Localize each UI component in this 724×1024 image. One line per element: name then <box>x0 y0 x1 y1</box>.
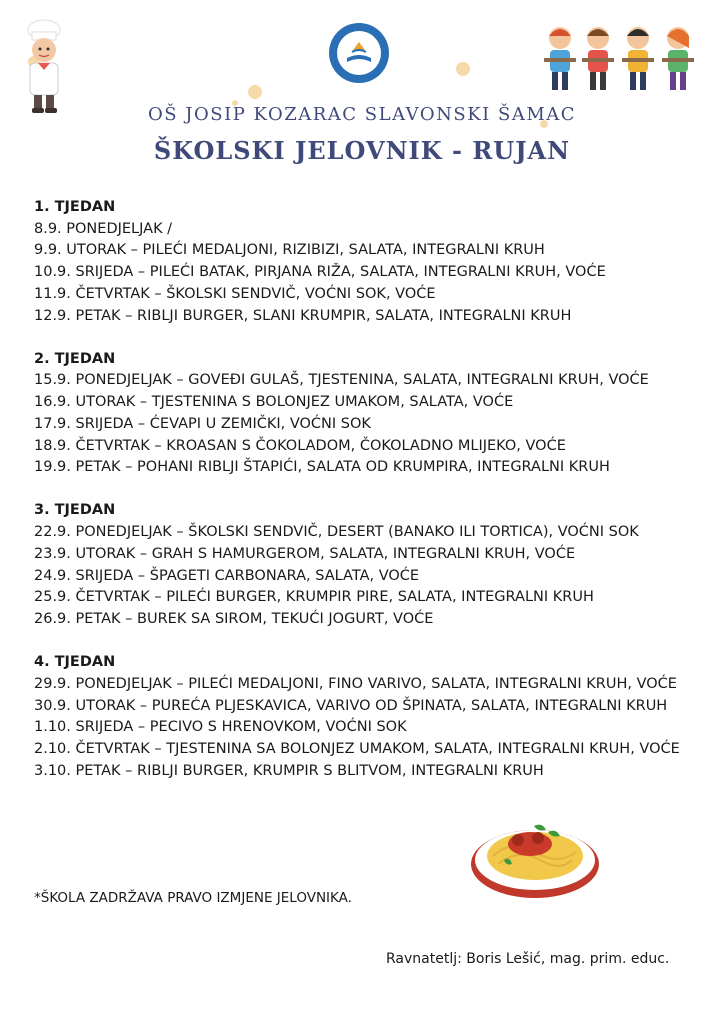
day-menu-item: 9.9. UTORAK – PILEĆI MEDALJONI, RIZIBIZI, SALATA, INTEGRALNI KRUH <box>34 242 545 259</box>
day-menu-item: 17.9. SRIJEDA – ĆEVAPI U ZEMIČKI, VOĆNI SOK <box>34 415 371 432</box>
decor-dot <box>248 85 262 99</box>
day-menu-item: 30.9. UTORAK – PUREĆA PLJESKAVICA, VARIVO OD ŠPINATA, SALATA, INTEGRALNI KRUH <box>34 697 668 714</box>
week-section <box>34 652 704 782</box>
chef-illustration-icon <box>18 18 70 116</box>
day-menu-item: 18.9. ČETVRTAK – KROASAN S ČOKOLADOM, ČOKOLADNO MLIJEKO, VOĆE <box>34 437 566 454</box>
week-section <box>34 349 704 479</box>
week-section <box>34 197 704 327</box>
day-menu-item: 11.9. ČETVRTAK – ŠKOLSKI SENDVIČ, VOĆNI SOK, VOĆE <box>34 285 436 302</box>
decor-dot <box>456 62 470 76</box>
week-heading: 4. TJEDAN <box>34 654 116 671</box>
day-menu-item: 16.9. UTORAK – TJESTENINA S BOLONJEZ UMAKOM, SALATA, VOĆE <box>34 394 514 411</box>
day-menu-item: 2.10. ČETVRTAK – TJESTENINA SA BOLONJEZ UMAKOM, SALATA, INTEGRALNI KRUH, VOĆE <box>34 740 680 757</box>
day-menu-item: 29.9. PONEDJELJAK – PILEĆI MEDALJONI, FINO VARIVO, SALATA, INTEGRALNI KRUH, VOĆE <box>34 675 677 692</box>
spaghetti-plate-illustration-icon <box>468 808 602 902</box>
day-menu-item: 8.9. PONEDJELJAK / <box>34 220 173 237</box>
day-menu-item: 22.9. PONEDJELJAK – ŠKOLSKI SENDVIČ, DESERT (BANAKO ILI TORTICA), VOĆNI SOK <box>34 524 639 541</box>
week-heading: 2. TJEDAN <box>34 350 116 367</box>
day-menu-item: 1.10. SRIJEDA – PECIVO S HRENOVKOM, VOĆNI SOK <box>34 719 407 736</box>
day-menu-item: 15.9. PONEDJELJAK – GOVEĐI GULAŠ, TJESTENINA, SALATA, INTEGRALNI KRUH, VOĆE <box>34 372 649 389</box>
day-menu-item: 10.9. SRIJEDA – PILEĆI BATAK, PIRJANA RIŽA, SALATA, INTEGRALNI KRUH, VOĆE <box>34 264 606 281</box>
week-section <box>34 500 704 630</box>
day-menu-item: 19.9. PETAK – POHANI RIBLJI ŠTAPIĆI, SALATA OD KRUMPIRA, INTEGRALNI KRUH <box>34 459 610 476</box>
week-heading: 1. TJEDAN <box>34 199 116 215</box>
day-menu-item: 26.9. PETAK – BUREK SA SIROM, TEKUĆI JOGURT, VOĆE <box>34 610 434 627</box>
kids-with-trays-illustration-icon <box>540 20 708 100</box>
menu-list <box>34 197 704 804</box>
day-menu-item: 24.9. SRIJEDA – ŠPAGETI CARBONARA, SALATA, VOĆE <box>34 567 420 584</box>
page-title: ŠKOLSKI JELOVNIK - RUJAN <box>153 136 571 165</box>
day-menu-item: 12.9. PETAK – RIBLJI BURGER, SLANI KRUMPIR, SALATA, INTEGRALNI KRUH <box>34 307 572 324</box>
day-menu-item: 3.10. PETAK – RIBLJI BURGER, KRUMPIR S BLITVOM, INTEGRALNI KRUH <box>34 762 544 779</box>
disclaimer-note: *ŠKOLA ZADRŽAVA PRAVO IZMJENE JELOVNIKA. <box>34 890 352 906</box>
week-heading: 3. TJEDAN <box>34 502 116 519</box>
school-logo-icon <box>328 22 390 84</box>
day-menu-item: 23.9. UTORAK – GRAH S HAMURGEROM, SALATA, INTEGRALNI KRUH, VOĆE <box>34 545 576 562</box>
school-name: OŠ JOSIP KOZARAC SLAVONSKI ŠAMAC <box>147 104 577 125</box>
day-menu-item: 25.9. ČETVRTAK – PILEĆI BURGER, KRUMPIR PIRE, SALATA, INTEGRALNI KRUH <box>34 589 594 606</box>
principal-signature: Ravnatetlj: Boris Lešić, mag. prim. educ. <box>386 951 670 967</box>
